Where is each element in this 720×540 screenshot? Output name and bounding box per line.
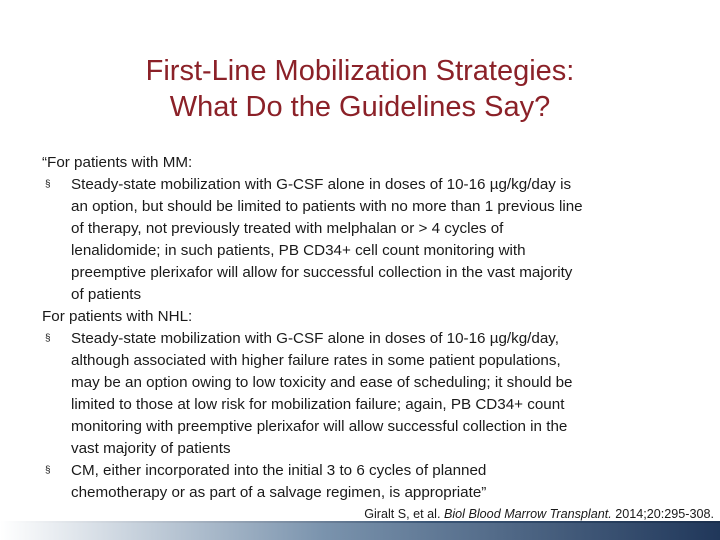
text-line: Steady-state mobilization with G-CSF alone in doses of 10-16 µg/kg/day is bbox=[71, 176, 572, 193]
text-line: chemotherapy or as part of a salvage regimen, is appropriate” bbox=[71, 484, 487, 501]
text-line: an option, but should be limited to patients with no more than 1 previous line bbox=[71, 198, 583, 215]
mm-bullet bbox=[42, 174, 682, 306]
citation bbox=[364, 507, 714, 521]
nhl-heading: For patients with NHL: bbox=[42, 308, 193, 325]
nhl-bullet-1 bbox=[42, 328, 682, 460]
text-line: vast majority of patients bbox=[71, 440, 231, 457]
text-line: CM, either incorporated into the initial 3 to 6 cycles of planned bbox=[71, 462, 487, 479]
title-line-2: What Do the Guidelines Say? bbox=[169, 91, 551, 123]
text-line: although associated with higher failure rates in some patient populations, bbox=[71, 352, 561, 369]
mm-bullet-text bbox=[71, 174, 682, 306]
slide-title bbox=[60, 53, 660, 125]
quote-body bbox=[42, 152, 682, 504]
text-line: of patients bbox=[71, 286, 142, 303]
footer-bar-edge bbox=[0, 521, 720, 523]
text-line: limited to those at low risk for mobilization failure; again, PB CD34+ count bbox=[71, 396, 565, 413]
citation-authors: Giralt S, et al. bbox=[364, 507, 444, 521]
text-line: may be an option owing to low toxicity and ease of scheduling; it should be bbox=[71, 374, 573, 391]
text-line: of therapy, not previously treated with melphalan or > 4 cycles of bbox=[71, 220, 504, 237]
nhl-bullet-2 bbox=[42, 460, 682, 504]
bullet-icon: § bbox=[45, 179, 51, 190]
text-line: Steady-state mobilization with G-CSF alone in doses of 10-16 µg/kg/day, bbox=[71, 330, 559, 347]
text-line: monitoring with preemptive plerixafor will allow successful collection in the bbox=[71, 418, 568, 435]
text-line: lenalidomide; in such patients, PB CD34+ cell count monitoring with bbox=[71, 242, 526, 259]
title-line-1: First-Line Mobilization Strategies: bbox=[145, 55, 575, 87]
bullet-icon: § bbox=[45, 465, 51, 476]
nhl-bullet-1-text bbox=[71, 328, 682, 460]
mm-heading: “For patients with MM: bbox=[42, 154, 193, 171]
citation-details: 2014;20:295-308. bbox=[611, 507, 714, 521]
footer-bar bbox=[0, 521, 720, 540]
text-line: preemptive plerixafor will allow for successful collection in the vast majority bbox=[71, 264, 573, 281]
nhl-bullet-2-text bbox=[71, 460, 682, 504]
bullet-icon: § bbox=[45, 333, 51, 344]
citation-journal: Biol Blood Marrow Transplant. bbox=[443, 507, 612, 521]
